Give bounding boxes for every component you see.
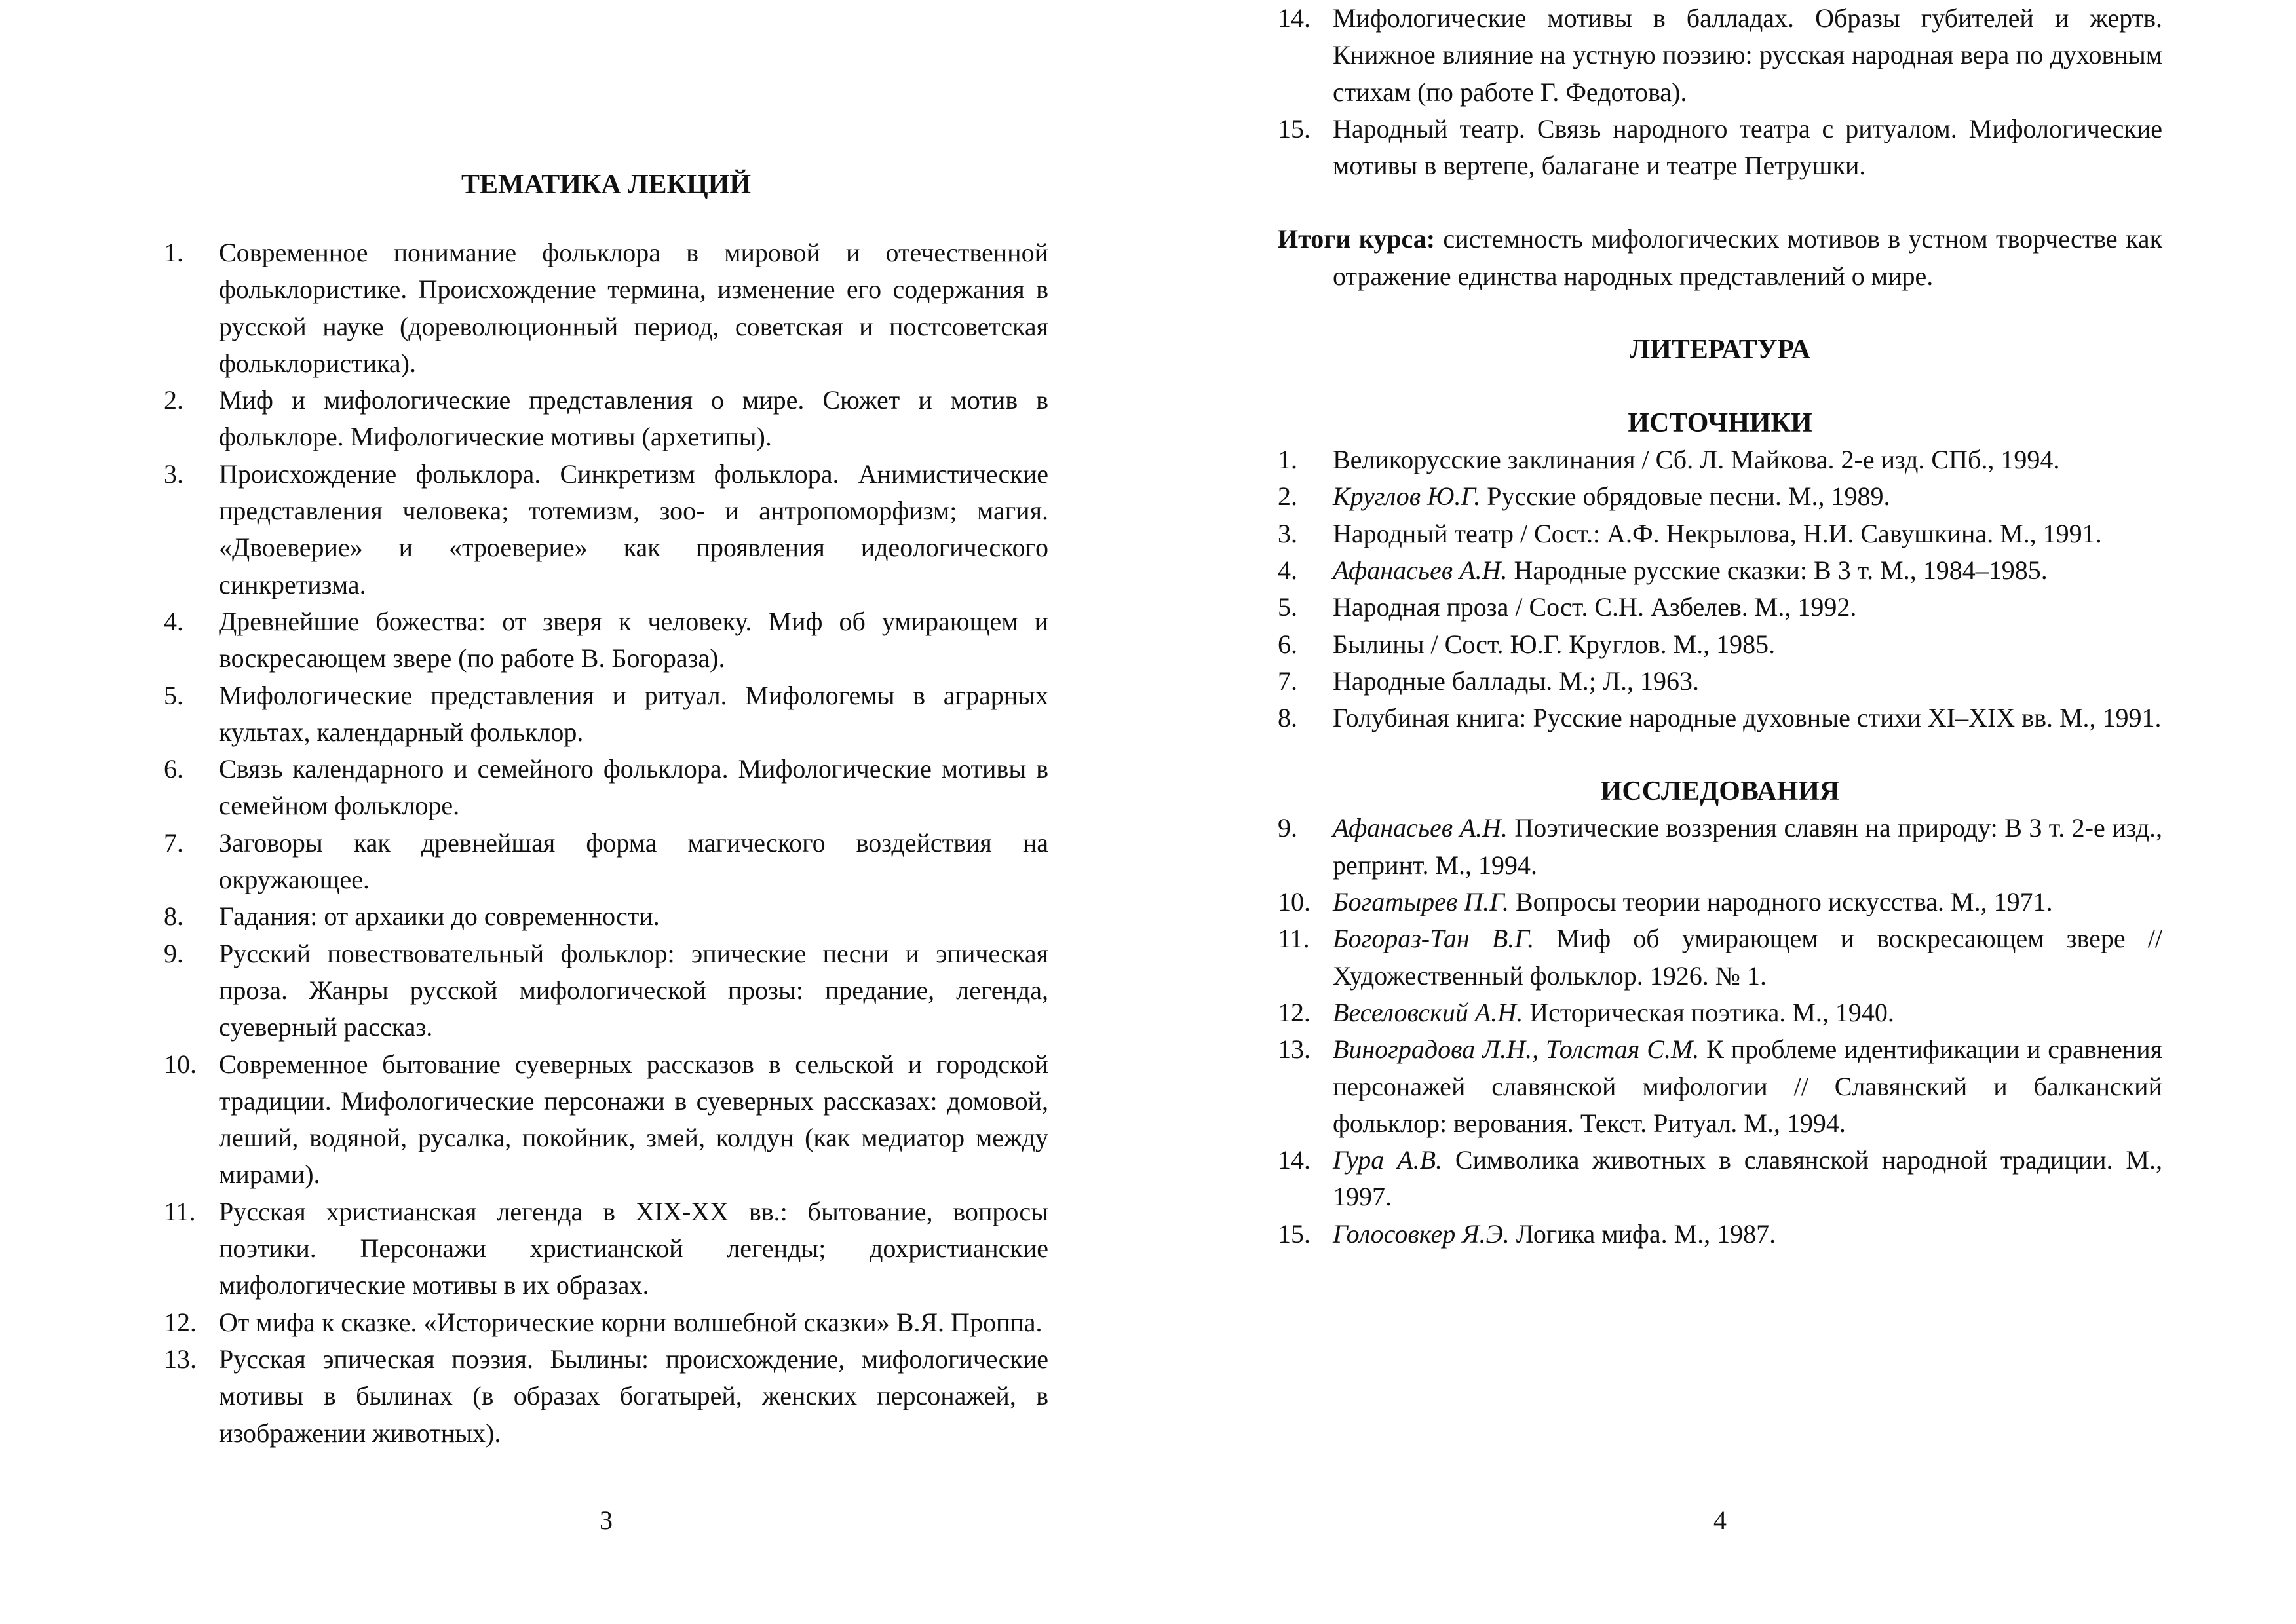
research-list xyxy=(1278,810,2162,1253)
item-number: 11. xyxy=(1278,924,1310,954)
item-number: 1. xyxy=(164,238,183,267)
sources-title: ИСТОЧНИКИ xyxy=(1628,408,1812,439)
list-item xyxy=(164,603,1048,677)
item-text: Современное понимание фольклора в мировой и отечественной фольклористике. Происхождение термина, изменение его содержания в русской науке (дореволюционный период, советская и постсоветская фольклористика). xyxy=(219,238,1048,378)
item-number: 15. xyxy=(1278,1218,1311,1249)
item-text: Историческая поэтика. М., 1940. xyxy=(1523,997,1894,1027)
item-number: 11. xyxy=(164,1196,196,1226)
list-item xyxy=(164,1194,1048,1304)
literature-title: ЛИТЕРАТУРА xyxy=(1629,335,1811,366)
item-author: Афанасьев А.Н. xyxy=(1333,813,1508,843)
item-text: Народный театр. Связь народного театра с ритуалом. Мифологические мотивы в вертепе, балагане и театре Петрушки. xyxy=(1333,113,2162,181)
list-item xyxy=(164,677,1048,751)
list-item xyxy=(164,1046,1048,1194)
item-text: Логика мифа. М., 1987. xyxy=(1509,1218,1776,1249)
item-number: 6. xyxy=(1278,629,1297,659)
list-item xyxy=(1278,552,2162,589)
item-number: 12. xyxy=(1278,997,1311,1027)
item-number: 7. xyxy=(1278,666,1297,696)
list-item xyxy=(164,935,1048,1046)
item-text: Русский повествовательный фольклор: эпические песни и эпическая проза. Жанры русской мифологической прозы: предание, легенда, суеверный рассказ. xyxy=(219,938,1048,1042)
list-item xyxy=(1278,810,2162,884)
item-text: От мифа к сказке. «Исторические корни волшебной сказки» В.Я. Проппа. xyxy=(219,1307,1043,1337)
item-number: 12. xyxy=(164,1307,197,1337)
list-item xyxy=(1278,1216,2162,1253)
research-title: ИССЛЕДОВАНИЯ xyxy=(1600,776,1840,807)
item-number: 3. xyxy=(164,459,183,489)
item-number: 14. xyxy=(1278,1145,1311,1175)
left-page xyxy=(164,0,1048,1624)
item-number: 2. xyxy=(1278,482,1297,512)
item-number: 14. xyxy=(1278,3,1311,33)
item-number: 10. xyxy=(1278,887,1311,917)
item-number: 13. xyxy=(1278,1034,1311,1065)
page-number-right: 4 xyxy=(1713,1505,1727,1535)
item-author: Веселовский А.Н. xyxy=(1333,997,1523,1027)
item-text: К проблеме идентификации и сравнения персонажей славянской мифологии // Славянский и балканский фольклор: верования. Текст. Ритуал. М., 1994. xyxy=(1333,1034,2162,1138)
item-number: 2. xyxy=(164,385,183,415)
lecture-topics-title: ТЕМАТИКА ЛЕКЦИЙ xyxy=(461,170,752,200)
item-text: Древнейшие божества: от зверя к человеку. Миф об умирающем и воскресающем звере (по работе В. Богораза). xyxy=(219,606,1048,673)
list-item xyxy=(164,1304,1048,1341)
list-item xyxy=(1278,442,2162,478)
list-item xyxy=(164,751,1048,825)
list-item xyxy=(1278,884,2162,920)
item-number: 13. xyxy=(164,1344,197,1374)
item-author: Голосовкер Я.Э. xyxy=(1333,1218,1510,1249)
item-number: 4. xyxy=(164,606,183,636)
lecture-topics-continued-list xyxy=(1278,0,2162,184)
course-summary xyxy=(1278,221,2162,295)
lecture-topics-list xyxy=(164,235,1048,1452)
item-text: Мифологические представления и ритуал. Мифологемы в аграрных культах, календарный фольклор. xyxy=(219,680,1048,747)
item-author: Круглов Ю.Г. xyxy=(1333,482,1481,512)
list-item xyxy=(1278,626,2162,663)
course-summary-lead: Итоги курса: xyxy=(1278,224,1436,254)
item-number: 10. xyxy=(164,1049,197,1079)
list-item xyxy=(164,825,1048,899)
list-item xyxy=(1278,111,2162,185)
list-item xyxy=(164,456,1048,603)
item-author: Виноградова Л.Н., Толстая С.М. xyxy=(1333,1034,1700,1065)
item-text: Миф и мифологические представления о мире. Сюжет и мотив в фольклоре. Мифологические мотивы (архетипы). xyxy=(219,385,1048,452)
item-number: 9. xyxy=(1278,813,1297,843)
item-text: Русская эпическая поэзия. Былины: происхождение, мифологические мотивы в былинах (в образах богатырей, женских персонажей, в изображении животных). xyxy=(219,1344,1048,1448)
list-item xyxy=(1278,0,2162,111)
list-item xyxy=(1278,478,2162,515)
item-text: Голубиная книга: Русские народные духовные стихи XI–XIX вв. М., 1991. xyxy=(1333,703,2162,733)
item-text: Русские обрядовые песни. М., 1989. xyxy=(1480,482,1890,512)
list-item xyxy=(164,1341,1048,1452)
item-text: Вопросы теории народного искусства. М., 1971. xyxy=(1508,887,2053,917)
item-number: 1. xyxy=(1278,445,1297,475)
item-number: 8. xyxy=(164,901,183,932)
item-number: 15. xyxy=(1278,113,1311,143)
item-text: Русская христианская легенда в XIX-XX вв.: бытование, вопросы поэтики. Персонажи христианской легенды; дохристианские мифологические мотивы в их образах. xyxy=(219,1196,1048,1300)
list-item xyxy=(1278,589,2162,626)
item-number: 7. xyxy=(164,827,183,858)
page-number-left: 3 xyxy=(600,1505,613,1535)
list-item xyxy=(1278,1031,2162,1142)
item-text: Символика животных в славянской народной традиции. М., 1997. xyxy=(1333,1145,2162,1212)
item-number: 8. xyxy=(1278,703,1297,733)
item-text: Былины / Сост. Ю.Г. Круглов. М., 1985. xyxy=(1333,629,1776,659)
item-number: 4. xyxy=(1278,555,1297,585)
item-number: 5. xyxy=(1278,592,1297,622)
item-number: 5. xyxy=(164,680,183,710)
item-text: Народная проза / Сост. С.Н. Азбелев. М., 1992. xyxy=(1333,592,1857,622)
item-text: Гадания: от архаики до современности. xyxy=(219,901,660,932)
item-text: Великорусские заклинания / Сб. Л. Майкова. 2-е изд. СПб., 1994. xyxy=(1333,445,2060,475)
list-item xyxy=(1278,994,2162,1031)
list-item xyxy=(1278,663,2162,700)
list-item xyxy=(1278,920,2162,994)
list-item xyxy=(164,382,1048,456)
list-item xyxy=(164,235,1048,382)
item-author: Богатырев П.Г. xyxy=(1333,887,1509,917)
item-text: Мифологические мотивы в балладах. Образы губителей и жертв. Книжное влияние на устную поэзию: русская народная вера по духовным стихам (по работе Г. Федотова). xyxy=(1333,3,2162,107)
item-number: 3. xyxy=(1278,518,1297,548)
item-text: Современное бытование суеверных рассказов в сельской и городской традиции. Мифологические персонажи в суеверных рассказах: домовой, леший, водяной, русалка, покойник, змей, колдун (как медиатор между мирами). xyxy=(219,1049,1048,1190)
item-number: 6. xyxy=(164,754,183,784)
right-page xyxy=(1278,0,2162,1624)
list-item xyxy=(164,898,1048,935)
item-text: Народные баллады. М.; Л., 1963. xyxy=(1333,666,1700,696)
list-item xyxy=(1278,516,2162,552)
item-text: Заговоры как древнейшая форма магического воздействия на окружающее. xyxy=(219,827,1048,895)
item-text: Народные русские сказки: В 3 т. М., 1984–1985. xyxy=(1507,555,2048,585)
list-item xyxy=(1278,1142,2162,1216)
item-text: Происхождение фольклора. Синкретизм фольклора. Анимистические представления человека; тотемизм, зоо- и антропоморфизм; магия. «Двоеверие» и «троеверие» как проявления идеологического синкретизма. xyxy=(219,459,1048,599)
list-item xyxy=(1278,700,2162,736)
item-number: 9. xyxy=(164,938,183,968)
course-summary-text: системность мифологических мотивов в устном творчестве как отражение единства народных представлений о мире. xyxy=(1333,224,2162,291)
item-author: Гура А.В. xyxy=(1333,1145,1443,1175)
sources-list xyxy=(1278,442,2162,736)
item-text: Миф об умирающем и воскресающем звере // Художественный фольклор. 1926. № 1. xyxy=(1333,924,2162,991)
item-text: Поэтические воззрения славян на природу: В 3 т. 2-е изд., репринт. М., 1994. xyxy=(1333,813,2163,880)
item-author: Афанасьев А.Н. xyxy=(1333,555,1508,585)
item-author: Богораз-Тан В.Г. xyxy=(1333,924,1535,954)
item-text: Связь календарного и семейного фольклора. Мифологические мотивы в семейном фольклоре. xyxy=(219,754,1048,821)
item-text: Народный театр / Сост.: А.Ф. Некрылова, Н.И. Савушкина. М., 1991. xyxy=(1333,518,2102,548)
